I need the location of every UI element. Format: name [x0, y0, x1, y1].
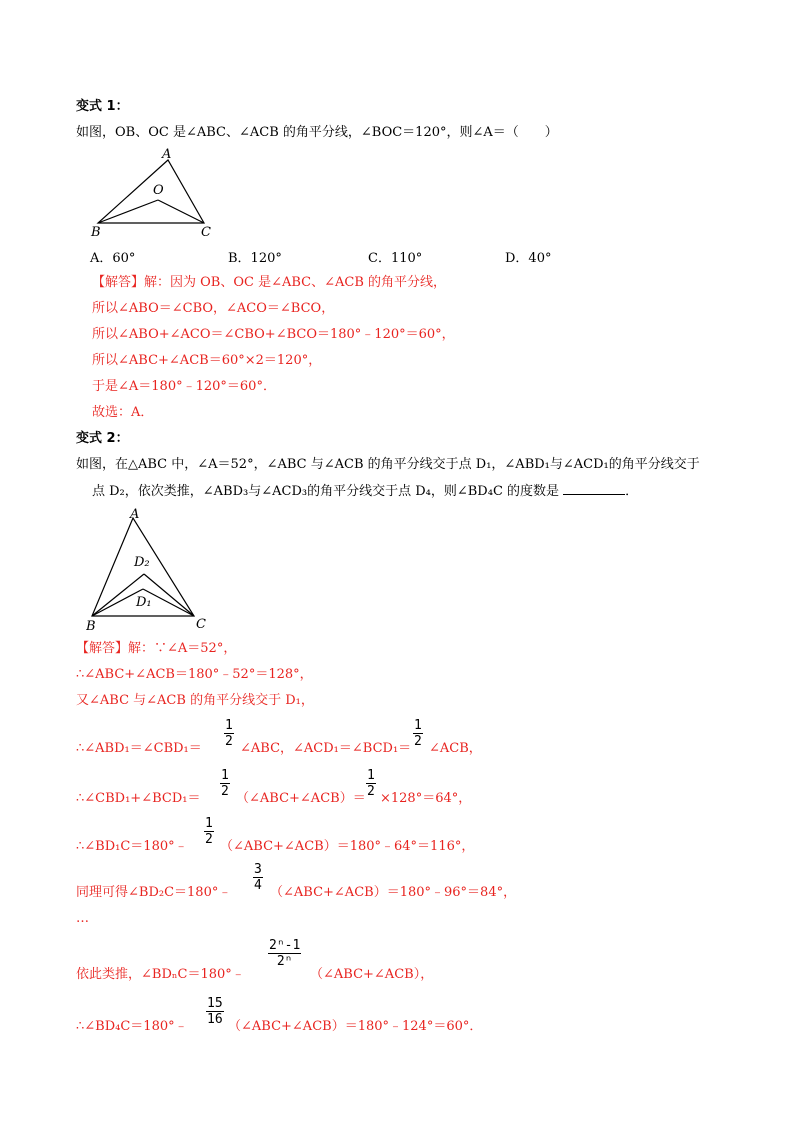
fraction-denominator: 2 — [221, 784, 229, 799]
fraction-numerator: 1 — [221, 768, 229, 783]
v1-solution-line: 故选：A． — [92, 405, 154, 420]
v1-solution-line: 【解答】解：因为 OB、OC 是∠ABC、∠ACB 的角平分线， — [92, 275, 447, 290]
v2-solution-line10-a: ∴∠BD₄C＝180°﹣ — [76, 1019, 188, 1034]
option-a: A．60° — [90, 251, 136, 266]
v2-solution-line5-c: ×128°＝64°， — [380, 791, 472, 806]
v2-solution-line9-a: 依此类推，∠BDₙC＝180°﹣ — [76, 967, 245, 982]
variant1-triangle-figure — [88, 146, 218, 238]
v1-solution-line: 所以∠ABO+∠ACO＝∠CBO+∠BCO＝180°﹣120°＝60°， — [92, 327, 455, 342]
v2-solution-line6-b: （∠ABC+∠ACB）＝180°﹣64°＝116°， — [220, 839, 475, 854]
fraction-denominator: 2 — [225, 734, 233, 749]
fig2-label-d2: D₂ — [134, 555, 150, 570]
v2-solution-ellipsis: … — [76, 911, 89, 926]
fraction-denominator: 2 — [414, 734, 422, 749]
fraction-numerator: 1 — [205, 816, 213, 831]
fig2-label-c: C — [196, 617, 206, 630]
v2-solution-line4-a: ∴∠ABD₁＝∠CBD₁＝ — [76, 741, 202, 756]
fraction-one-half — [224, 718, 234, 749]
variant2-question-line2 — [92, 482, 638, 501]
option-b: B．120° — [228, 251, 282, 266]
fraction-numerator: 1 — [225, 718, 233, 733]
answer-blank — [563, 482, 625, 495]
fraction-denominator: 2 — [367, 784, 375, 799]
fraction-three-quarters — [253, 862, 263, 893]
fraction-denominator: 2ⁿ — [276, 954, 293, 969]
v1-solution-line: 所以∠ABC+∠ACB＝60°×2＝120°， — [92, 353, 322, 368]
fraction-denominator: 4 — [254, 878, 262, 893]
fraction-numerator: 2ⁿ-1 — [269, 938, 301, 953]
fraction-denominator: 2 — [205, 832, 213, 847]
fig1-label-o: O — [153, 183, 164, 198]
v2-solution-line2: ∴∠ABC+∠ACB＝180°﹣52°＝128°， — [76, 667, 313, 682]
v2-solution-line4-c: ∠ACB， — [429, 741, 482, 756]
fig1-label-a: A — [162, 147, 172, 162]
question-period: ． — [625, 484, 639, 499]
variant1-question: 如图，OB、OC 是∠ABC、∠ACB 的角平分线，∠BOC＝120°，则∠A＝（ ） — [76, 125, 558, 140]
fig1-label-c: C — [201, 225, 211, 238]
v2-solution-line3: 又∠ABC 与∠ACB 的角平分线交于 D₁， — [76, 693, 314, 708]
v1-solution-line: 所以∠ABO＝∠CBO，∠ACO＝∠BCO， — [92, 301, 335, 316]
fraction-fifteen-sixteenths — [206, 996, 224, 1027]
variant2-question-text: 点 D₂，依次类推，∠ABD₃与∠ACD₃的角平分线交于点 D₄，则∠BD₄C 的度数是 — [92, 484, 560, 499]
fraction-numerator: 1 — [367, 768, 375, 783]
fraction-general — [268, 938, 301, 969]
v2-solution-line5-a: ∴∠CBD₁+∠BCD₁＝ — [76, 791, 201, 806]
fraction-numerator: 15 — [207, 996, 223, 1011]
fraction-numerator: 3 — [254, 862, 262, 877]
v2-solution-line4-b: ∠ABC，∠ACD₁＝∠BCD₁＝ — [240, 741, 412, 756]
option-d: D．40° — [505, 251, 552, 266]
option-c: C．110° — [368, 251, 423, 266]
v2-solution-line7-a: 同理可得∠BD₂C＝180°﹣ — [76, 885, 232, 900]
v2-solution-line5-b: （∠ABC+∠ACB）＝ — [236, 791, 366, 806]
v1-solution-line: 于是∠A＝180°﹣120°＝60°． — [92, 379, 276, 394]
v2-solution-line10-b: （∠ABC+∠ACB）＝180°﹣124°＝60°． — [228, 1019, 483, 1034]
variant2-question-line1: 如图，在△ABC 中，∠A＝52°，∠ABC 与∠ACB 的角平分线交于点 D₁，∠ABD₁与∠ACD₁的角平分线交于 — [76, 457, 700, 472]
fraction-denominator: 16 — [207, 1012, 223, 1027]
variant1-heading: 变式 1： — [76, 99, 129, 114]
fig2-label-a: A — [130, 507, 140, 522]
v2-solution-line1: 【解答】解：∵∠A＝52°， — [76, 641, 237, 656]
fig2-label-b: B — [86, 619, 96, 630]
variant2-triangle-figure — [86, 506, 216, 630]
v2-solution-line7-b: （∠ABC+∠ACB）＝180°﹣96°＝84°， — [270, 885, 517, 900]
variant2-heading: 变式 2： — [76, 431, 129, 446]
fraction-one-half — [204, 816, 214, 847]
fig2-label-d1: D₁ — [136, 595, 152, 610]
fraction-numerator: 1 — [414, 718, 422, 733]
v2-solution-line6-a: ∴∠BD₁C＝180°﹣ — [76, 839, 188, 854]
v2-solution-line9-b: （∠ABC+∠ACB）， — [310, 967, 434, 982]
fraction-one-half — [366, 768, 376, 799]
fraction-one-half — [413, 718, 423, 749]
fraction-one-half — [220, 768, 230, 799]
fig1-label-b: B — [91, 225, 101, 238]
